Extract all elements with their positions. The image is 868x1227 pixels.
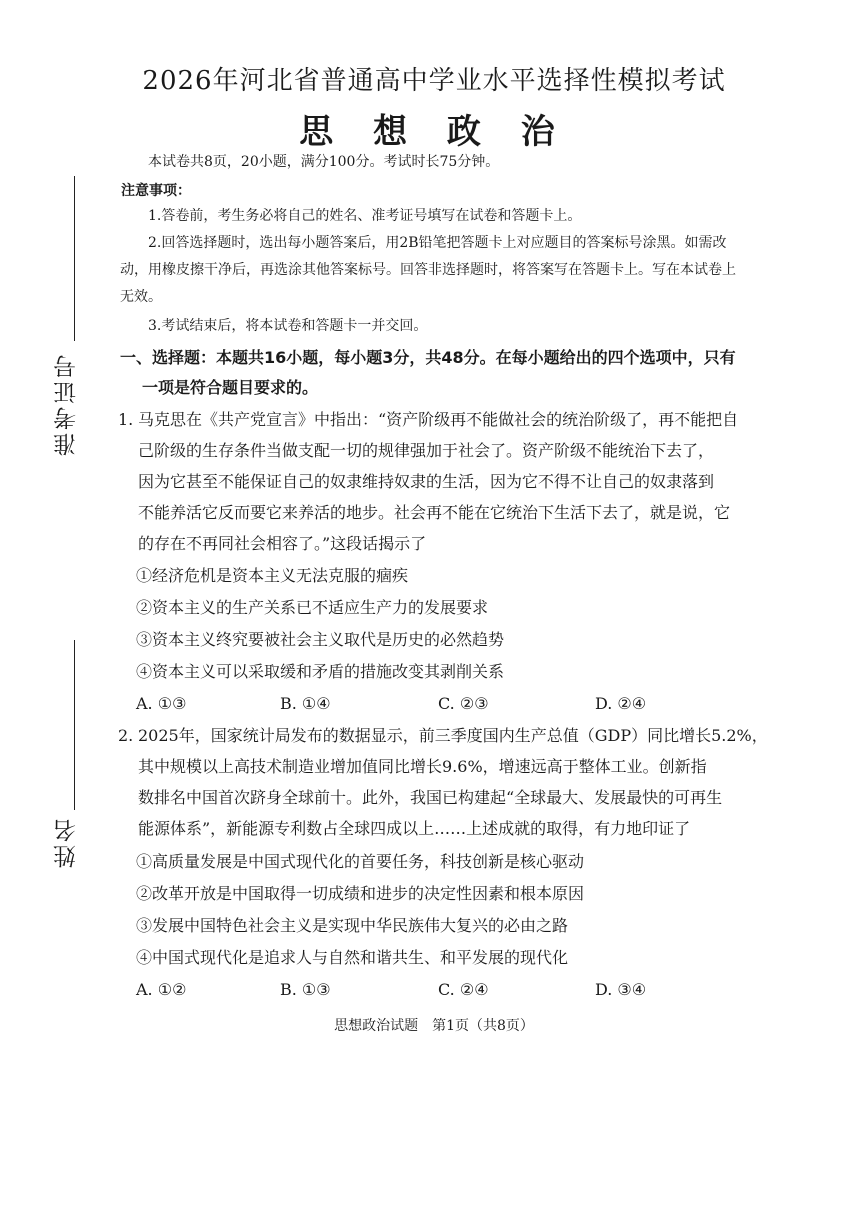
statement: ④中国式现代化是追求人与自然和谐共生、和平发展的现代化: [136, 948, 569, 967]
notice-item: 动，用橡皮擦干净后，再选涂其他答案标号。回答非选择题时，将答案写在答题卡上。写在本试卷上: [120, 262, 736, 278]
statement: ②改革开放是中国取得一切成绩和进步的决定性因素和根本原因: [136, 884, 585, 903]
notice-item: 1.答卷前，考生务必将自己的姓名、准考证号填写在试卷和答题卡上。: [148, 208, 582, 224]
stem-line: 马克思在《共产党宣言》中指出：“资产阶级再不能做社会的统治阶级了，再不能把自: [138, 410, 739, 429]
question-stem: [118, 404, 782, 559]
option-b: B. ①④: [280, 694, 331, 713]
name-line: [74, 640, 75, 810]
question-number: 2.: [118, 726, 134, 745]
statement: ①经济危机是资本主义无法克服的痼疾: [136, 566, 409, 585]
section-heading-line: 一项是符合题目要求的。: [142, 378, 319, 397]
stem-line: 数排名中国首次跻身全球前十。此外，我国已构建起“全球最大、发展最快的可再生: [138, 788, 723, 807]
question-2: [118, 720, 782, 844]
exam-title: 2026年河北省普通高中学业水平选择性模拟考试: [142, 66, 726, 96]
notice-item: 无效。: [120, 289, 162, 305]
option-c: C. ②④: [438, 980, 489, 999]
option-c: C. ②③: [438, 694, 489, 713]
statement: ④资本主义可以采取缓和矛盾的措施改变其剥削关系: [136, 662, 505, 681]
stem-line: 能源体系”，新能源专利数占全球四成以上……上述成就的取得，有力地印证了: [138, 819, 691, 838]
notice-item: 2.回答选择题时，选出每小题答案后，用2B铅笔把答题卡上对应题目的答案标号涂黑。如需改: [148, 235, 727, 251]
name-label: 姓名: [54, 816, 80, 868]
statement: ③发展中国特色社会主义是实现中华民族伟大复兴的必由之路: [136, 916, 569, 935]
section-heading: [120, 343, 780, 403]
stem-line: 的存在不再同社会相容了。”这段话揭示了: [138, 534, 427, 553]
stem-line: 己阶级的生存条件当做支配一切的规律强加于社会了。资产阶级不能统治下去了，: [138, 441, 715, 460]
option-a: A. ①③: [136, 694, 187, 713]
option-a: A. ①②: [136, 980, 187, 999]
stem-line: 不能养活它反而要它来养活的地步。社会再不能在它统治下生活下去了，就是说，它: [138, 503, 731, 522]
exam-id-label: 准考证号: [54, 352, 80, 456]
section-heading-line: 一、选择题：本题共16小题，每小题3分，共48分。在每小题给出的四个选项中，只有: [120, 348, 736, 367]
notice-item: 3.考试结束后，将本试卷和答题卡一并交回。: [148, 318, 428, 334]
option-d: D. ②④: [595, 694, 647, 713]
page-footer: 思想政治试题 第1页（共8页）: [334, 1018, 534, 1034]
notice-heading: 注意事项：: [121, 183, 191, 199]
stem-line: 因为它甚至不能保证自己的奴隶维持奴隶的生活，因为它不得不让自己的奴隶落到: [138, 472, 715, 491]
question-1: [118, 404, 782, 559]
option-d: D. ③④: [595, 980, 647, 999]
stem-line: 其中规模以上高技术制造业增加值同比增长9.6%，增速远高于整体工业。创新指: [138, 757, 707, 776]
question-stem: [118, 720, 782, 844]
question-number: 1.: [118, 410, 134, 429]
exam-info: 本试卷共8页，20小题，满分100分。考试时长75分钟。: [148, 154, 500, 170]
statement: ②资本主义的生产关系已不适应生产力的发展要求: [136, 598, 489, 617]
statement: ③资本主义终究要被社会主义取代是历史的必然趋势: [136, 630, 505, 649]
statement: ①高质量发展是中国式现代化的首要任务，科技创新是核心驱动: [136, 852, 585, 871]
option-b: B. ①③: [280, 980, 331, 999]
subject-title: 思 想 政 治: [299, 112, 569, 152]
stem-line: 2025年，国家统计局发布的数据显示，前三季度国内生产总值（GDP）同比增长5.2%，: [138, 726, 768, 745]
exam-id-line: [74, 176, 75, 341]
